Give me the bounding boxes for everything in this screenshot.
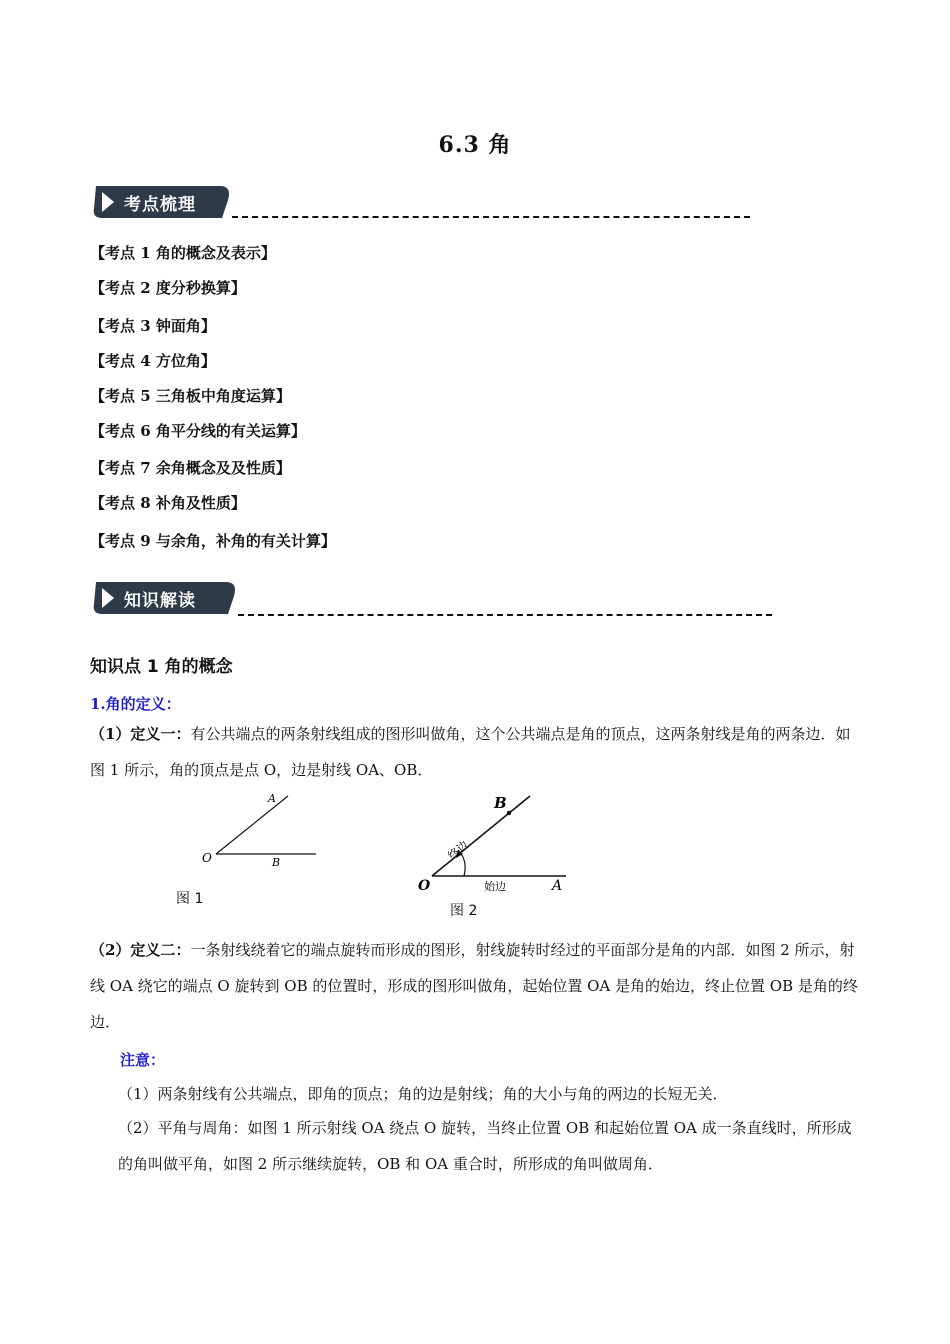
toc-item-3: 【考点 3 钟面角】 <box>90 317 216 335</box>
note-1: （1）两条射线有公共端点，即角的顶点；角的边是射线；角的大小与角的两边的长短无关． <box>118 1085 728 1103</box>
subheading: 1.角的定义： <box>90 695 181 713</box>
ray-OA <box>216 796 288 854</box>
definition-2-text: 一条射线绕着它的端点旋转而形成的图形，射线旋转时经过的平面部分是角的内部．如图 2 所示，射线 OA 绕它的端点 O 旋转到 OB 的位置时，形成的图形叫做角，起始位置 OA 是角的始边，终止位置 OB 是角的终边． <box>90 941 858 1031</box>
toc-item-8: 【考点 8 补角及性质】 <box>90 494 246 512</box>
divider <box>232 216 750 218</box>
banner-label: 考点梳理 <box>124 195 196 215</box>
toc-item-4: 【考点 4 方位角】 <box>90 352 216 370</box>
label-A: A <box>552 878 563 894</box>
toc-item-7: 【考点 7 余角概念及及性质】 <box>90 459 291 477</box>
definition-1-label: （1）定义一： <box>90 725 191 743</box>
definition-2-label: （2）定义二： <box>90 941 191 959</box>
label-O: O <box>418 878 431 894</box>
figure-1-caption: 图 1 <box>176 891 204 907</box>
label-A: A <box>268 792 276 805</box>
ray-OB <box>432 796 530 876</box>
note-title: 注意： <box>120 1051 166 1069</box>
point-B <box>507 811 511 815</box>
section-banner-kaodian <box>92 182 232 222</box>
figure-1 <box>196 788 326 880</box>
label-B: B <box>494 794 507 812</box>
note-2: （2）平角与周角：如图 1 所示射线 OA 绕点 O 旋转，当终止位置 OB 和起始位置 OA 成一条直线时，所形成的角叫做平角，如图 2 所示继续旋转，OB 和 OA 重合时，所形成的角叫做周角． <box>118 1119 852 1173</box>
figure-2-caption: 图 2 <box>450 903 478 919</box>
toc-item-1: 【考点 1 角的概念及表示】 <box>90 244 276 262</box>
toc-item-6: 【考点 6 角平分线的有关运算】 <box>90 422 306 440</box>
label-O: O <box>202 851 212 865</box>
banner-label: 知识解读 <box>124 591 196 611</box>
page-title: 6.3 角 <box>438 132 512 158</box>
toc-item-9: 【考点 9 与余角，补角的有关计算】 <box>90 532 336 550</box>
definition-1-text: 有公共端点的两条射线组成的图形叫做角，这个公共端点是角的顶点，这两条射线是角的两条边．如图 1 所示，角的顶点是点 O，边是射线 OA、OB． <box>90 725 851 779</box>
toc-item-5: 【考点 5 三角板中角度运算】 <box>90 387 291 405</box>
section-banner-zhishi <box>92 578 238 618</box>
figure-2 <box>412 788 572 900</box>
label-terminal: 终边 <box>445 838 471 863</box>
toc-item-2: 【考点 2 度分秒换算】 <box>90 279 246 297</box>
section-heading: 知识点 1 角的概念 <box>90 657 233 677</box>
definition-2 <box>90 932 862 1040</box>
definition-1 <box>90 716 862 788</box>
label-B: B <box>272 856 281 869</box>
divider <box>238 614 772 616</box>
label-initial: 始边 <box>484 880 506 893</box>
